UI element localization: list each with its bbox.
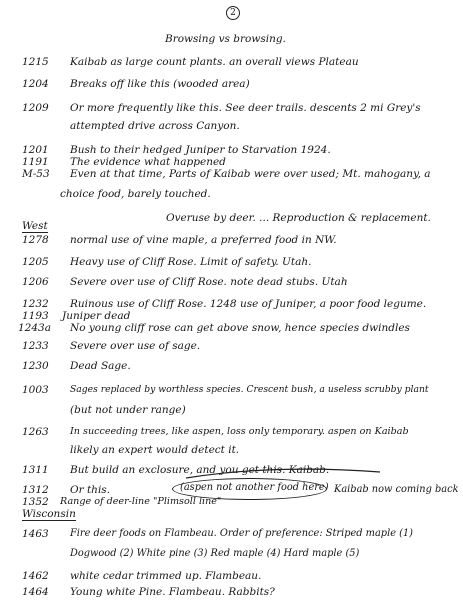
photo-number: 1311 (22, 464, 49, 476)
photo-number: 1201 (22, 144, 49, 156)
photo-number: 1215 (22, 56, 49, 68)
note-line: Juniper dead (62, 310, 131, 322)
photo-number: 1464 (22, 586, 49, 598)
note-line: Sages replaced by worthless species. Crescent bush, a useless scrubby plant (70, 384, 429, 395)
photo-number: 1463 (22, 528, 49, 540)
note-line: Or this. (70, 484, 111, 496)
photo-number: 1209 (22, 102, 49, 114)
note-line: Even at that time, Parts of Kaibab were over used; Mt. mahogany, a (70, 168, 431, 180)
photo-number: 1003 (22, 384, 49, 396)
note-line: Or more frequently like this. See deer trails. descents 2 mi Grey's (70, 102, 421, 114)
note-line: Fire deer foods on Flambeau. Order of preference: Striped maple (1) (70, 528, 413, 539)
photo-number: 1193 (22, 310, 49, 322)
photo-number: 1206 (22, 276, 49, 288)
photo-number: 1352 (22, 496, 49, 508)
note-line: Breaks off like this (wooded area) (70, 78, 250, 90)
photo-number: 1312 (22, 484, 49, 496)
note-line: Severe over use of Cliff Rose. note dead stubs. Utah (70, 276, 348, 288)
photo-number: 1230 (22, 360, 49, 372)
note-line: Kaibab as large count plants. an overall views Plateau (70, 56, 359, 68)
note-line: Ruinous use of Cliff Rose. 1248 use of Juniper, a poor food legume. (70, 298, 427, 310)
photo-number: 1462 (22, 570, 49, 582)
note-line: likely an expert would detect it. (70, 444, 240, 456)
photo-number: 1233 (22, 340, 49, 352)
section-heading: Overuse by deer. ... Reproduction & replacement. (166, 212, 431, 224)
note-line: No young cliff rose can get above snow, hence species dwindles (70, 322, 410, 334)
photo-number: 1278 (22, 234, 49, 246)
note-line: white cedar trimmed up. Flambeau. (70, 570, 262, 582)
note-line: Kaibab now coming back (334, 484, 459, 495)
photo-number: 1204 (22, 78, 49, 90)
note-line: The evidence what happened (70, 156, 226, 168)
photo-number: 1263 (22, 426, 49, 438)
photo-number: 1191 (22, 156, 49, 168)
photo-number: 1205 (22, 256, 49, 268)
photo-number: 1232 (22, 298, 49, 310)
note-line: In succeeding trees, like aspen, loss only temporary. aspen on Kaibab (70, 426, 409, 437)
region-label-wisconsin: Wisconsin (22, 508, 76, 520)
note-line: Range of deer-line "Plimsoll line" (60, 496, 222, 507)
note-line: choice food, barely touched. (60, 188, 211, 200)
note-line: Heavy use of Cliff Rose. Limit of safety. Utah. (70, 256, 312, 268)
note-line: Young white Pine. Flambeau. Rabbits? (70, 586, 275, 598)
note-line: Bush to their hedged Juniper to Starvation 1924. (70, 144, 331, 156)
page-heading: Browsing vs browsing. (165, 33, 286, 45)
photo-number: 1243a (18, 322, 51, 334)
note-line: (but not under range) (70, 404, 186, 416)
region-label-west: West (22, 220, 48, 232)
photo-number: M-53 (22, 168, 50, 180)
note-line: Severe over use of sage. (70, 340, 201, 352)
page-number: 2 (226, 6, 240, 20)
note-line: normal use of vine maple, a preferred food in NW. (70, 234, 337, 246)
circled-note-text: (aspen not another food here) (180, 482, 329, 493)
note-line: But build an exclosure, and you get this. Kaibab. (70, 464, 330, 476)
note-line: attempted drive across Canyon. (70, 120, 240, 132)
note-line: Dead Sage. (70, 360, 131, 372)
note-line: Dogwood (2) White pine (3) Red maple (4) Hard maple (5) (70, 548, 360, 559)
